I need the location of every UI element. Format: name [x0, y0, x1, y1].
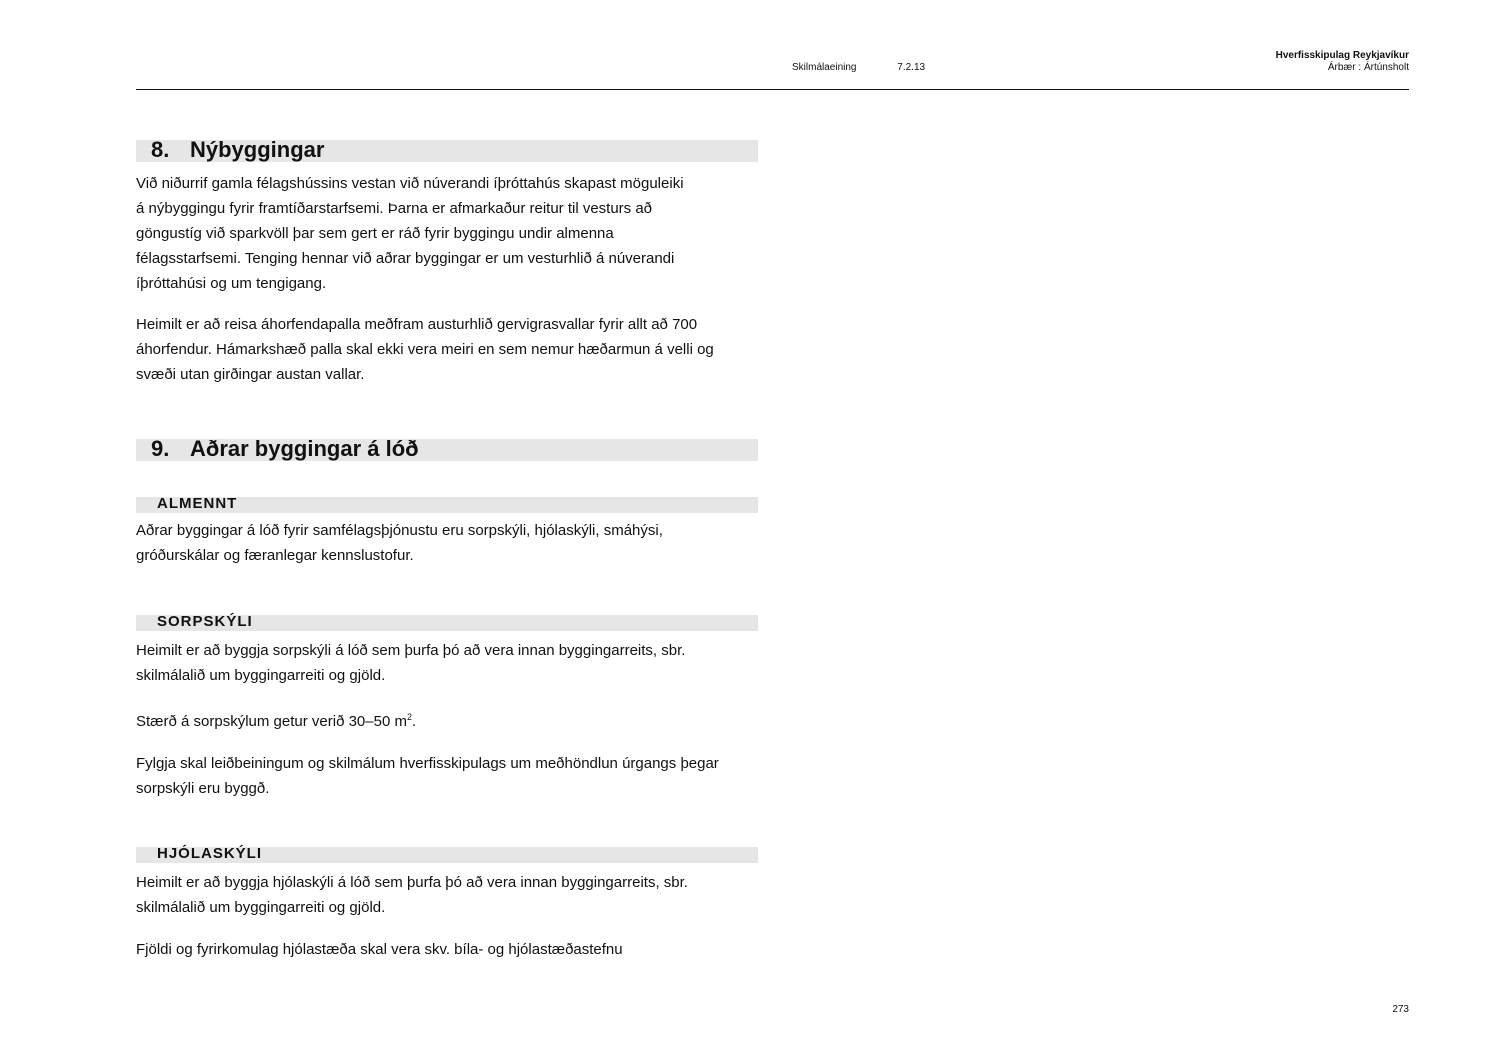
- subsection-heading-hjolaskyli: [136, 847, 758, 863]
- subsection-title: HJÓLASKÝLI: [157, 845, 263, 862]
- paragraph: Við niðurrif gamla félagshússins vestan við núverandi íþróttahús skapast möguleiki á nýbyggingu fyrir framtíðarstarfsemi. Þarna er afmarkaður reitur til vesturs að göngustíg við sparkvöll þar sem gert er ráð fyrir byggingu undir almenna félagsstarfsemi. Tenging hennar við aðrar byggingar er um vesturhlið á núverandi íþróttahúsi og um tengigang.: [136, 175, 684, 292]
- section-title: Aðrar byggingar á lóð: [190, 436, 419, 461]
- paragraph: Fylgja skal leiðbeiningum og skilmálum hverfisskipulags um meðhöndlun úrgangs þegar sorpskýli eru byggð.: [136, 755, 719, 797]
- document-subtitle: Árbær : Ártúnsholt: [1327, 62, 1409, 73]
- page-number: 273: [1392, 1004, 1409, 1015]
- document-title: Hverfisskipulag Reykjavíkur: [1275, 50, 1409, 61]
- subsection-heading-almennt: [136, 497, 758, 513]
- subsection-heading-sorpskyli: [136, 615, 758, 631]
- paragraph: [136, 705, 736, 734]
- main-content: [136, 137, 758, 962]
- paragraph: Heimilt er að reisa áhorfendapalla meðfram austurhlið gervigrasvallar fyrir allt að 700 áhorfendur. Hámarkshæð palla skal ekki vera meiri en sem nemur hæðarmun á velli og svæði utan girðingar austan vallar.: [136, 316, 714, 383]
- section-heading-8: [136, 137, 758, 162]
- running-header-title: [1276, 50, 1409, 74]
- section-number: 8.: [151, 137, 170, 162]
- paragraph: Heimilt er að byggja sorpskýli á lóð sem þurfa þó að vera innan byggingarreits, sbr. skilmálalið um byggingarreiti og gjöld.: [136, 642, 686, 684]
- section-title: Nýbyggingar: [190, 137, 325, 162]
- paragraph: Fjöldi og fyrirkomulag hjólastæða skal vera skv. bíla- og hjólastæðastefnu: [136, 941, 623, 958]
- section-number: 9.: [151, 436, 170, 461]
- subsection-title: SORPSKÝLI: [157, 613, 253, 630]
- area-text: Stærð á sorpskýlum getur verið 30–50 m: [136, 713, 407, 730]
- superscript: 2: [406, 712, 412, 722]
- section-heading-9: [136, 436, 758, 461]
- section-label: Skilmálaeining: [792, 62, 857, 73]
- section-code: 7.2.13: [897, 62, 926, 73]
- paragraph: Heimilt er að byggja hjólaskýli á lóð sem þurfa þó að vera innan byggingarreits, sbr. skilmálalið um byggingarreiti og gjöld.: [136, 874, 688, 916]
- paragraph: Aðrar byggingar á lóð fyrir samfélagsþjónustu eru sorpskýli, hjólaskýli, smáhýsi, gróðurskálar og færanlegar kennslustofur.: [136, 522, 663, 564]
- header-rule: [136, 89, 1409, 90]
- running-header-section: [792, 62, 925, 73]
- subsection-title: ALMENNT: [157, 495, 238, 512]
- period: .: [411, 713, 417, 730]
